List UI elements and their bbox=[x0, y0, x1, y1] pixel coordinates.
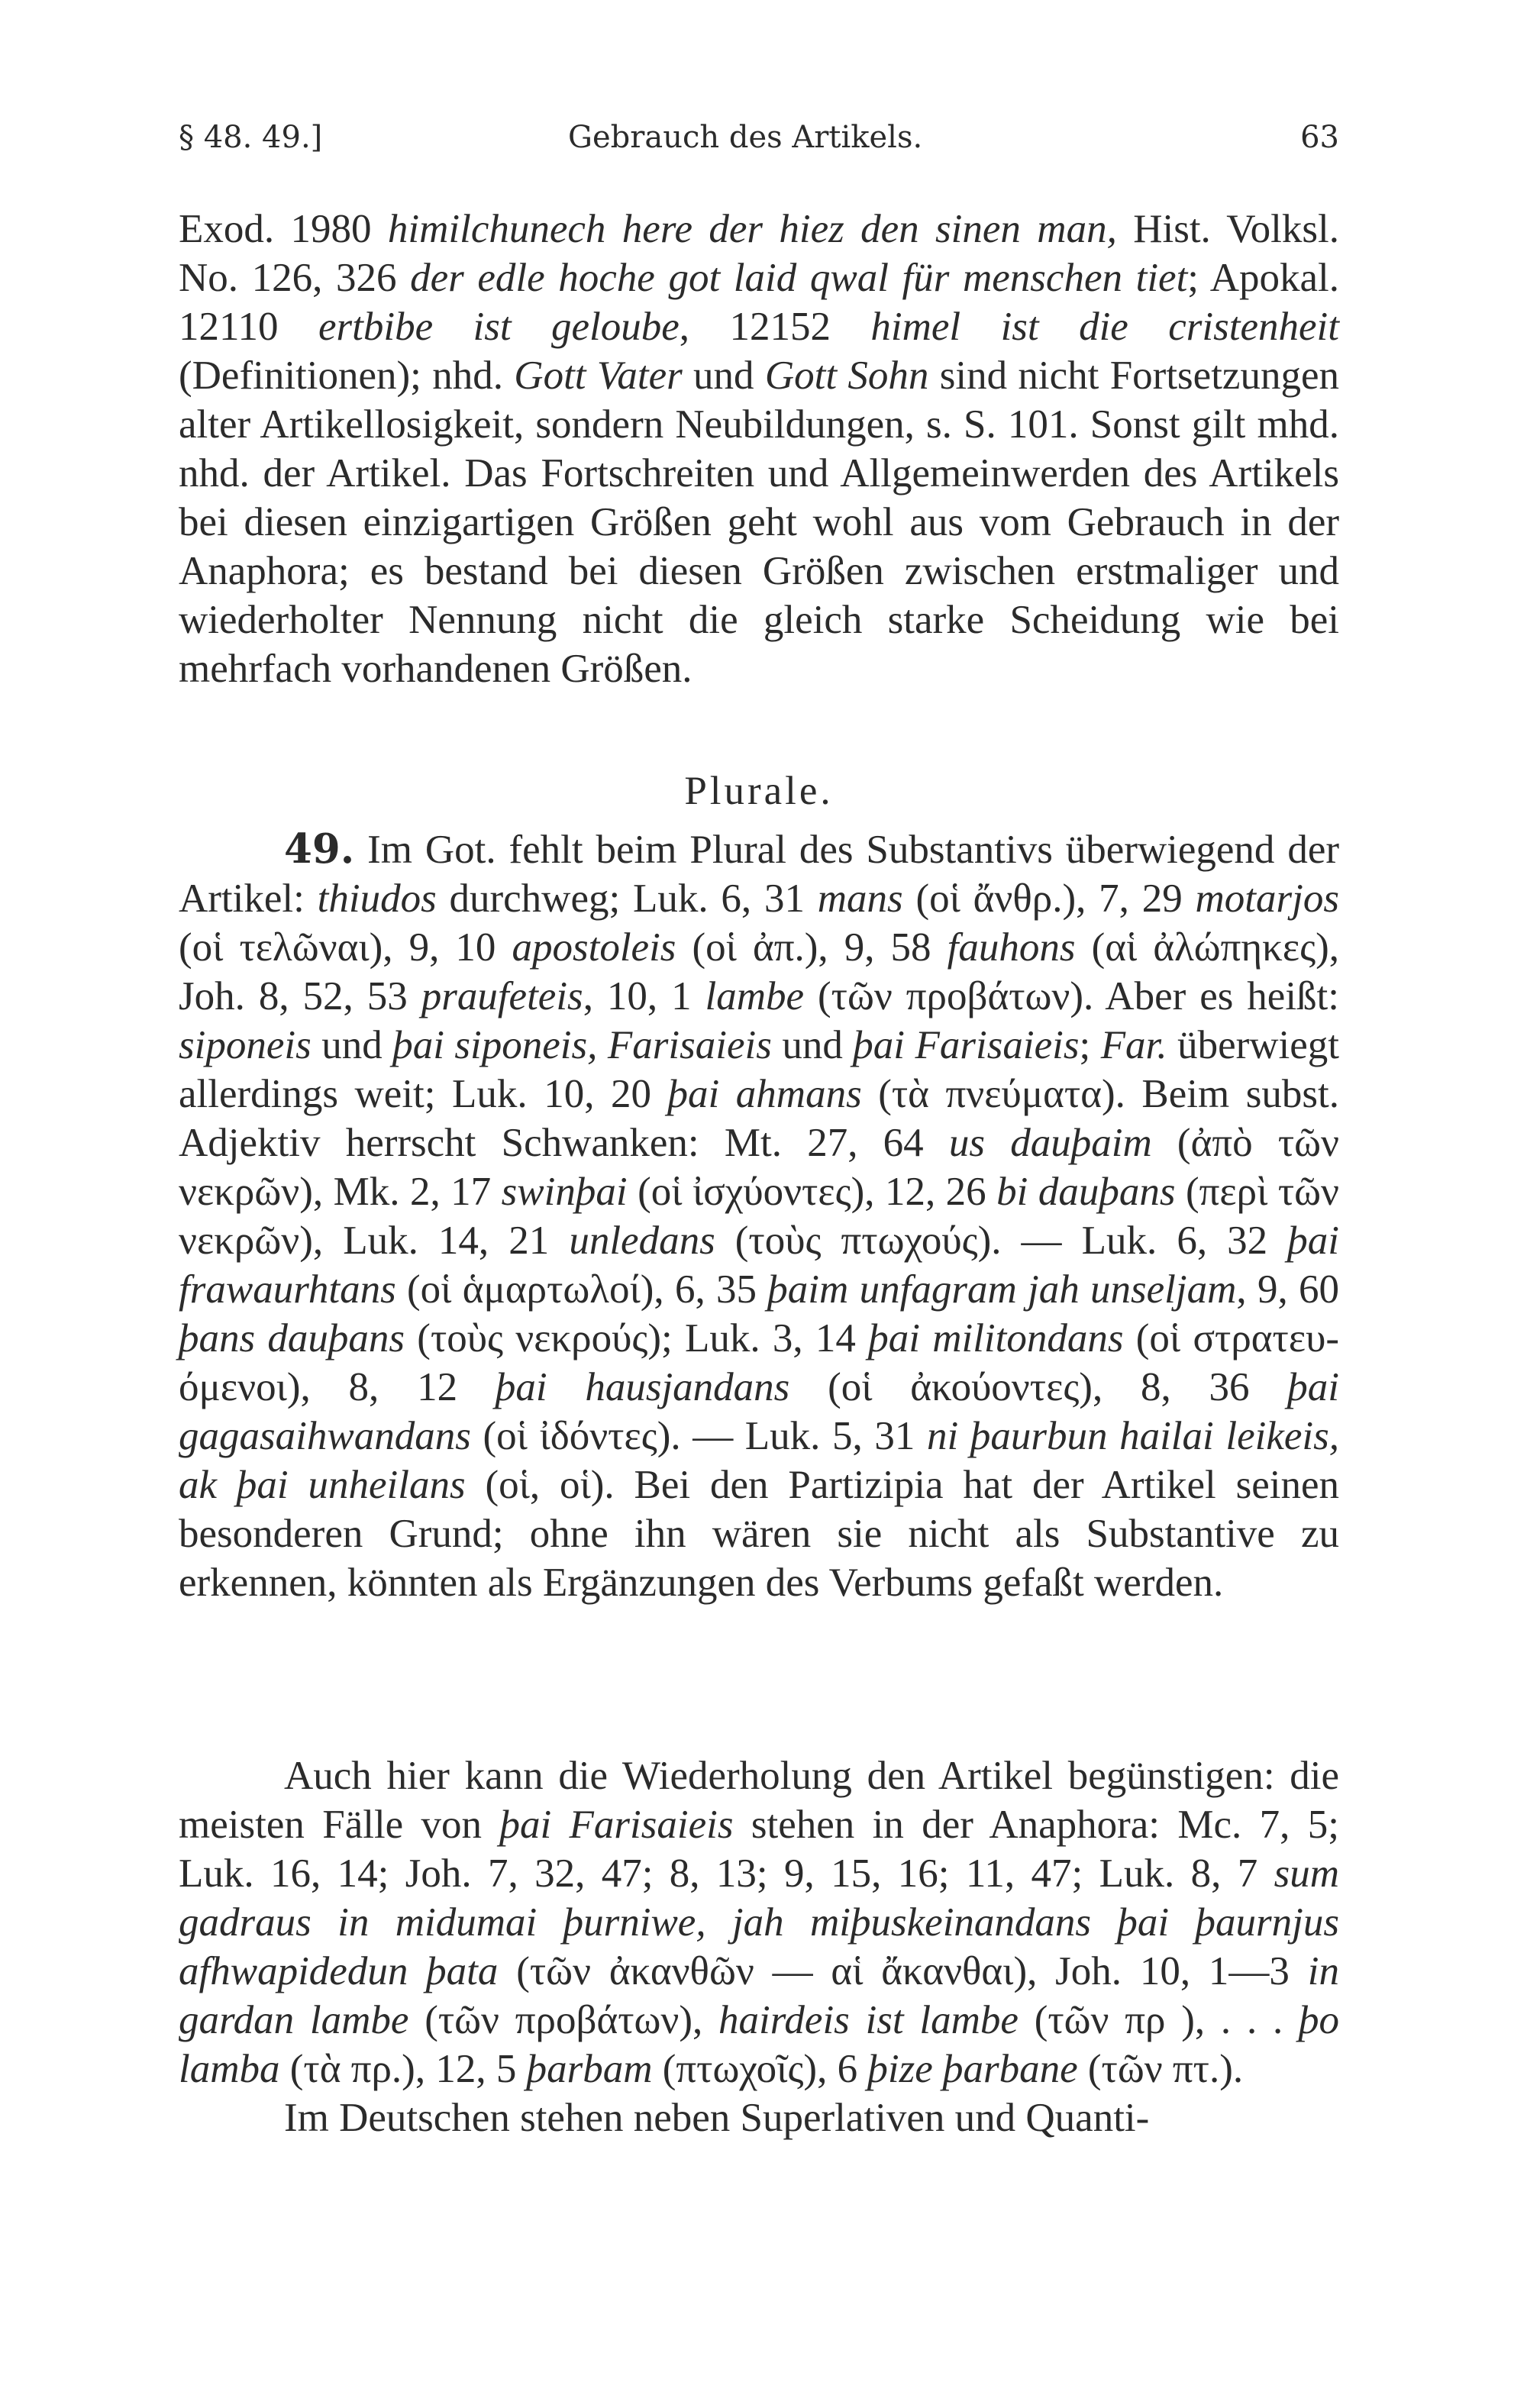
gothic-example: bi dauþans bbox=[996, 1170, 1176, 1214]
running-header bbox=[179, 115, 1339, 160]
gothic-example: þo lamba bbox=[179, 1998, 1339, 2091]
gothic-example: þai frawaurhtans bbox=[179, 1219, 1339, 1312]
text-run: (οἱ ἁμαρτωλοί), 6, 35 bbox=[395, 1267, 768, 1312]
gothic-example: þai Farisaieis bbox=[853, 1023, 1080, 1067]
gothic-example: mans bbox=[817, 876, 903, 921]
text-run: (Definitionen); nhd. bbox=[179, 353, 515, 398]
text-run: (οἱ ἄνθρ.), 7, 29 bbox=[902, 876, 1196, 921]
gothic-example: fauhons bbox=[947, 925, 1076, 970]
gothic-example: þai hausjandans bbox=[495, 1365, 790, 1409]
text-run: , 12152 bbox=[679, 305, 871, 349]
gothic-example: þai militondans bbox=[868, 1316, 1124, 1361]
section-number: 49. bbox=[284, 825, 355, 873]
text-run: (οἱ στρατευόμενοι), 8, 12 bbox=[179, 1316, 1340, 1409]
section-reference: § 48. 49.] bbox=[179, 120, 323, 155]
gothic-example: apostoleis bbox=[512, 925, 676, 970]
section-heading: Plurale. bbox=[684, 769, 834, 813]
gothic-example: þans dauþans bbox=[179, 1316, 405, 1361]
text-run: und bbox=[682, 353, 765, 398]
text-run: (οἱ τελῶναι), 9, 10 bbox=[179, 925, 512, 970]
text-run: (αἱ ἀλώπηκες), Joh. 8, 52, 53 bbox=[179, 925, 1339, 1018]
gothic-example: der edle hoche got laid qwal für menschen tiet bbox=[410, 256, 1188, 300]
gothic-example: unledans bbox=[569, 1219, 715, 1263]
page-number: 63 bbox=[1300, 120, 1339, 155]
gothic-example: þaim unfagram jah unseljam bbox=[767, 1267, 1237, 1312]
paragraph-german-superlatives bbox=[179, 2093, 1339, 2142]
gothic-example: þai Farisaieis bbox=[499, 1803, 734, 1847]
gothic-example: us dauþaim bbox=[948, 1121, 1152, 1165]
text-run: (οἱ ἀκούοντες), 8, 36 bbox=[789, 1365, 1288, 1409]
gothic-example: Far. bbox=[1100, 1023, 1167, 1067]
gothic-example: sum gadraus in midumai þurniwe, jah miþuskeinandans þai þaurnjus afhwapidedun þata bbox=[179, 1851, 1339, 1993]
text-run: Auch hier kann die Wiederholung den Artikel begünstigen: die meisten Fälle von bbox=[179, 1754, 1339, 1847]
gothic-example: Gott Sohn bbox=[764, 353, 929, 398]
gothic-example: in gardan lambe bbox=[179, 1949, 1339, 2042]
text-run: Exod. 1980 bbox=[179, 207, 388, 251]
paragraph-examples-singular bbox=[179, 205, 1339, 693]
gothic-example: ertbibe ist geloube bbox=[318, 305, 680, 349]
text-run: (τῶν πτ.). bbox=[1077, 2047, 1244, 2091]
text-run: (τῶν ἀκανθῶν — αἱ ἄκανθαι), Joh. 10, 1—3 bbox=[498, 1949, 1308, 1993]
gothic-example: ni þaurbun hailai leikeis, ak þai unheilans bbox=[179, 1414, 1339, 1507]
gothic-example: þai gagasaihwandans bbox=[179, 1365, 1339, 1458]
text-run: (τῶν προβάτων). Aber es heißt: bbox=[804, 974, 1339, 1018]
gothic-example: swinþai bbox=[501, 1170, 628, 1214]
gothic-example: þize þarbane bbox=[867, 2047, 1078, 2091]
text-run: durchweg; Luk. 6, 31 bbox=[436, 876, 818, 921]
text-run: ; Apokal. 12110 bbox=[179, 256, 1339, 349]
paragraph-repetition bbox=[179, 1751, 1339, 2093]
gothic-example: praufeteis bbox=[421, 974, 583, 1018]
text-run: überwiegt allerdings weit; Luk. 10, 20 bbox=[179, 1023, 1339, 1116]
text-run: sind nicht Fortsetzungen alter Artikellosigkeit, sondern Neubildungen, s. S. 101. Sonst gilt mhd. nhd. der Artikel. Das Fortschreiten und Allgemeinwerden des Artikels bei diesen einzigartigen Größen geht wohl aus vom Gebrauch in der Anaphora; es bestand bei diesen Größen zwischen erstmaliger und wiederholter Nennung nicht die gleich starke Scheidung wie bei mehrfach vorhandenen Größen. bbox=[179, 353, 1339, 691]
text-run: (οἱ ἰδόντες). — Luk. 5, 31 bbox=[470, 1414, 928, 1458]
text-run: (τοὺς πτωχούς). — Luk. 6, 32 bbox=[715, 1219, 1288, 1263]
gothic-example: himel ist die cristenheit bbox=[870, 305, 1339, 349]
text-run: (περὶ τῶν νεκρῶν), Luk. 14, 21 bbox=[179, 1170, 1339, 1263]
text-run: ; bbox=[1079, 1023, 1101, 1067]
running-title: Gebrauch des Artikels. bbox=[568, 120, 923, 155]
text-run: (οἱ ἰσχύοντες), 12, 26 bbox=[627, 1170, 997, 1214]
gothic-example: þarbam bbox=[526, 2047, 653, 2091]
text-run: (τὰ πρ.), 12, 5 bbox=[279, 2047, 527, 2091]
text-run: (πτωχοῖς), 6 bbox=[652, 2047, 868, 2091]
gothic-example: siponeis bbox=[179, 1023, 312, 1067]
text-run: (οἱ ἀπ.), 9, 58 bbox=[676, 925, 948, 970]
text-run: (τῶν πρ ), . . . bbox=[1018, 1998, 1299, 2042]
gothic-example: thiudos bbox=[317, 876, 437, 921]
gothic-example: hairdeis ist lambe bbox=[718, 1998, 1019, 2042]
text-run: Im Deutschen stehen neben Superlativen und Quanti- bbox=[284, 2096, 1150, 2140]
gothic-example: Gott Vater bbox=[514, 353, 683, 398]
gothic-example: himilchunech here der hiez den sinen man, bbox=[387, 207, 1117, 251]
text-run: (ἀπὸ τῶν νεκρῶν), Mk. 2, 17 bbox=[179, 1121, 1339, 1214]
text-run: (τοὺς νεκρούς); Luk. 3, 14 bbox=[405, 1316, 869, 1361]
text-run: und bbox=[771, 1023, 854, 1067]
gothic-example: lambe bbox=[705, 974, 805, 1018]
text-run: (τὰ πνεύματα). Beim subst. Adjektiv herrscht Schwanken: Mt. 27, 64 bbox=[179, 1072, 1339, 1165]
text-run: und bbox=[311, 1023, 393, 1067]
gothic-example: motarjos bbox=[1195, 876, 1339, 921]
gothic-example: þai ahmans bbox=[667, 1072, 862, 1116]
paragraph-49 bbox=[179, 825, 1339, 1607]
text-run: , 9, 60 bbox=[1236, 1267, 1339, 1312]
gothic-example: þai siponeis, Farisaieis bbox=[392, 1023, 772, 1067]
text-run: (οἱ, οἱ). Bei den Partizipia hat der Artikel seinen besonderen Grund; ohne ihn wären sie nicht als Substantive zu erkennen, könnten als Ergänzungen des Verbums gefaßt werden. bbox=[179, 1463, 1339, 1605]
paragraphs-repetition bbox=[179, 1751, 1339, 2142]
text-run: Im Got. fehlt beim Plural des Substantivs überwiegend der Artikel: bbox=[179, 828, 1339, 921]
text-run: , 10, 1 bbox=[583, 974, 705, 1018]
text-run: stehen in der Anaphora: Mc. 7, 5; Luk. 16, 14; Joh. 7, 32, 47; 8, 13; 9, 15, 16; 11, 47; Luk. 8, 7 bbox=[179, 1803, 1339, 1896]
text-run: (τῶν προβάτων), bbox=[408, 1998, 719, 2042]
text-run: Hist. Volksl. No. 126, 326 bbox=[179, 207, 1339, 300]
